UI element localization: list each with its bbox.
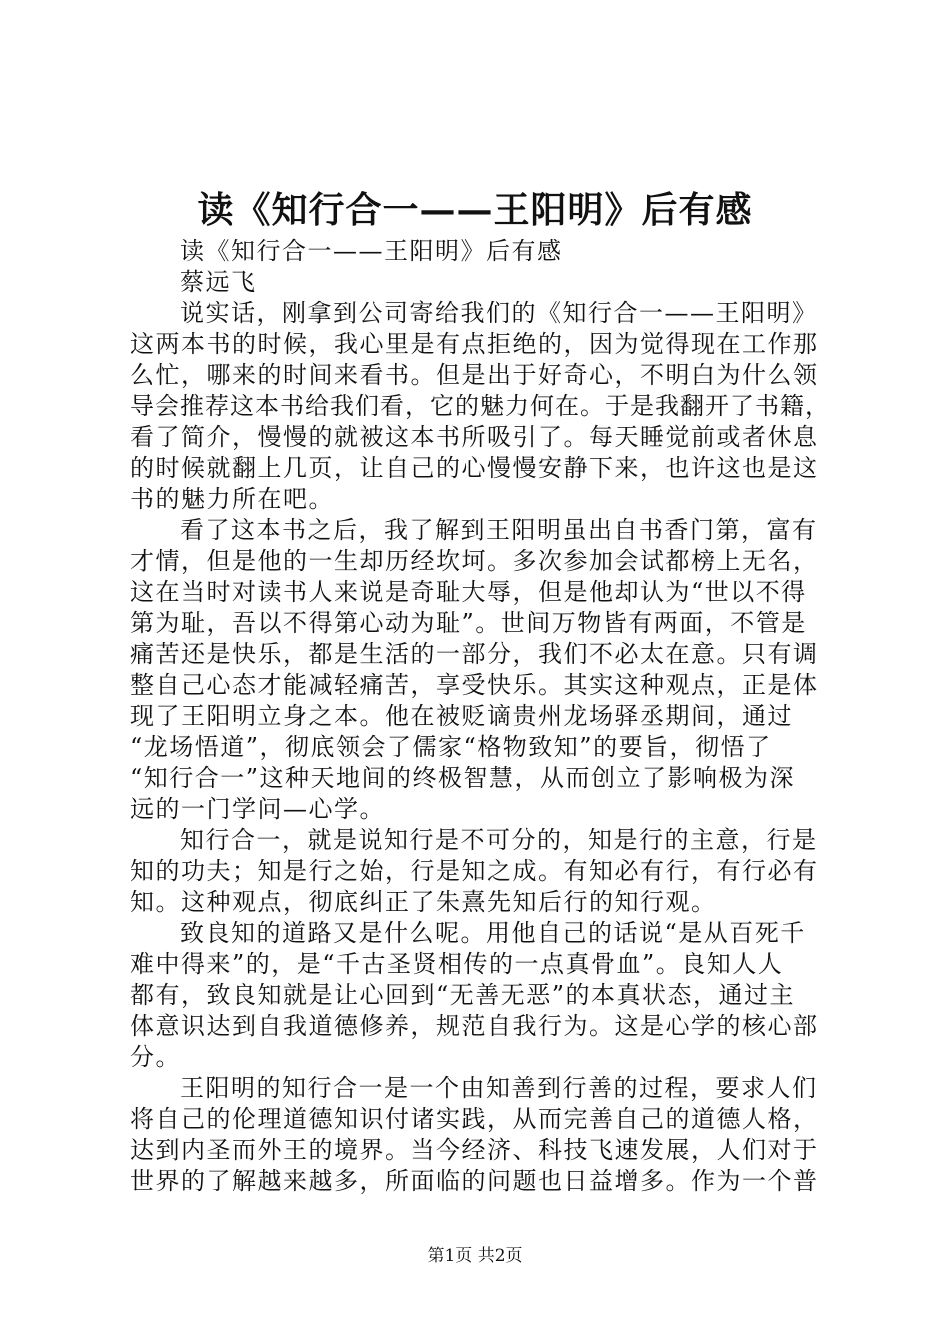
- body-line: “龙场悟道”，彻底领会了儒家“格物致知”的要旨，彻悟了: [130, 733, 772, 761]
- body-line: 世界的了解越来越多，所面临的问题也日益增多。作为一个普: [130, 1167, 819, 1195]
- body-line: “知行合一”这种天地间的终极智慧，从而创立了影响极为深: [130, 764, 796, 792]
- body-line: 看了这本书之后，我了解到王阳明虽出自书香门第，富有: [180, 516, 818, 544]
- body-line: 难中得来”的，是“千古圣贤相传的一点真骨血”。良知人人: [130, 950, 784, 978]
- body-line: 读《知行合一——王阳明》后有感: [180, 237, 563, 265]
- body-line: 分。: [130, 1043, 181, 1071]
- body-line: 远的一门学问—心学。: [130, 795, 385, 823]
- body-line: 知的功夫；知是行之始，行是知之成。有知必有行，有行必有: [130, 857, 819, 885]
- body-line: 都有，致良知就是让心回到“无善无恶”的本真状态，通过主: [130, 981, 796, 1009]
- document-title: 读《知行合一——王阳明》后有感: [197, 189, 753, 231]
- body-line: 知。这种观点，彻底纠正了朱熹先知后行的知行观。: [130, 888, 717, 916]
- body-line: 书的魅力所在吧。: [130, 485, 334, 513]
- body-line: 说实话，刚拿到公司寄给我们的《知行合一——王阳明》: [180, 299, 818, 327]
- body-line: 体意识达到自我道德修养，规范自我行为。这是心学的核心部: [130, 1012, 819, 1040]
- body-line: 蔡远飞: [180, 268, 257, 296]
- document-body: [130, 236, 830, 1197]
- body-line: 整自己心态才能减轻痛苦，享受快乐。其实这种观点，正是体: [130, 671, 819, 699]
- page-footer: 第1页 共2页: [427, 1246, 523, 1266]
- body-line: 痛苦还是快乐，都是生活的一部分，我们不必太在意。只有调: [130, 640, 819, 668]
- body-line: 知行合一，就是说知行是不可分的，知是行的主意，行是: [180, 826, 818, 854]
- body-line: 才情，但是他的一生却历经坎坷。多次参加会试都榜上无名，: [130, 547, 819, 575]
- body-line: 致良知的道路又是什么呢。用他自己的话说“是从百死千: [180, 919, 806, 947]
- body-line: 的时候就翻上几页，让自己的心慢慢安静下来，也许这也是这: [130, 454, 819, 482]
- body-line: 王阳明的知行合一是一个由知善到行善的过程，要求人们: [180, 1074, 818, 1102]
- body-line: 么忙，哪来的时间来看书。但是出于好奇心，不明白为什么领: [130, 361, 819, 389]
- body-line: 现了王阳明立身之本。他在被贬谪贵州龙场驿丞期间，通过: [130, 702, 793, 730]
- body-line: 将自己的伦理道德知识付诸实践，从而完善自己的道德人格，: [130, 1105, 819, 1133]
- body-line: 看了简介，慢慢的就被这本书所吸引了。每天睡觉前或者休息: [130, 423, 819, 451]
- body-line: 导会推荐这本书给我们看，它的魅力何在。于是我翻开了书籍，: [130, 392, 830, 420]
- body-line: 达到内圣而外王的境界。当今经济、科技飞速发展，人们对于: [130, 1136, 819, 1164]
- body-line: 第为耻，吾以不得第心动为耻”。世间万物皆有两面，不管是: [130, 609, 807, 637]
- body-line: 这在当时对读书人来说是奇耻大辱，但是他却认为“世以不得: [130, 578, 807, 606]
- body-line: 这两本书的时候，我心里是有点拒绝的，因为觉得现在工作那: [130, 330, 819, 358]
